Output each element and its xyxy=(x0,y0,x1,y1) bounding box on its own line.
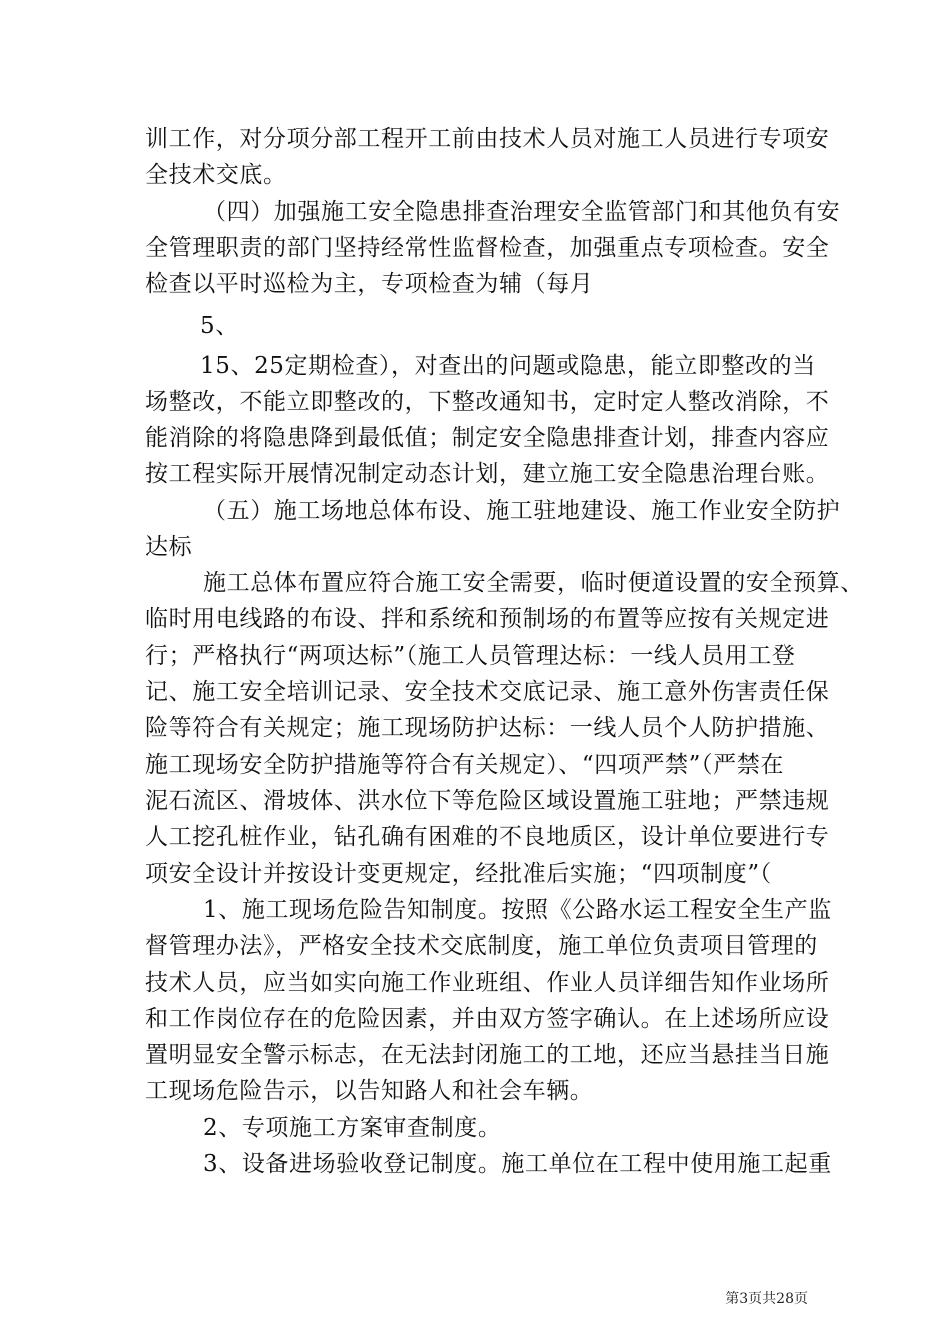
page-number: 第3页共28页 xyxy=(725,1291,808,1307)
text-line: 场整改，不能立即整改的，下整改通知书，定时定人整改消除，不 xyxy=(145,389,830,415)
text-line: （五）施工场地总体布设、施工驻地建设、施工作业安全防护 xyxy=(203,498,841,524)
text-line: 全技术交底。 xyxy=(145,162,287,188)
text-line: 按工程实际开展情况制定动态计划，建立施工安全隐患治理台账。 xyxy=(145,461,830,487)
text-line: 记、施工安全培训记录、安全技术交底记录、施工意外伤害责任保 xyxy=(145,679,830,705)
text-line: 和工作岗位存在的危险因素，并由双方签字确认。在上述场所应设 xyxy=(145,1006,830,1032)
text-line: （四）加强施工安全隐患排查治理安全监管部门和其他负有安 xyxy=(203,199,841,225)
text-line: 5、 xyxy=(200,313,239,339)
text-line: 施工现场安全防护措施等符合有关规定）、“四项严禁”（严禁在 xyxy=(145,752,784,778)
text-line: 3、设备进场验收登记制度。施工单位在工程中使用施工起重 xyxy=(203,1151,832,1177)
text-line: 施工总体布置应符合施工安全需要，临时便道设置的安全预算、 xyxy=(203,570,864,596)
text-line: 人工挖孔桩作业，钻孔确有困难的不良地质区，设计单位要进行专 xyxy=(145,824,830,850)
text-line: 置明显安全警示标志，在无法封闭施工的工地，还应当悬挂当日施 xyxy=(145,1042,830,1068)
text-line: 技术人员，应当如实向施工作业班组、作业人员详细告知作业场所 xyxy=(145,970,830,996)
text-line: 检查以平时巡检为主，专项检查为辅（每月 xyxy=(145,271,594,297)
text-line: 行；严格执行“两项达标”（施工人员管理达标：一线人员用工登 xyxy=(145,643,796,669)
text-line: 2、专项施工方案审查制度。 xyxy=(203,1115,502,1141)
text-line: 15、25定期检查），对查出的问题或隐患，能立即整改的当 xyxy=(200,353,816,379)
text-line: 督管理办法》，严格安全技术交底制度，施工单位负责项目管理的 xyxy=(145,933,818,959)
text-line: 能消除的将隐患降到最低值；制定安全隐患排查计划，排查内容应 xyxy=(145,425,830,451)
text-line: 项安全设计并按设计变更规定，经批准后实施；“四项制度”（ xyxy=(145,861,772,887)
text-line: 1、施工现场危险告知制度。按照《公路水运工程安全生产监 xyxy=(203,897,832,923)
text-line: 临时用电线路的布设、拌和系统和预制场的布置等应按有关规定进 xyxy=(145,606,830,632)
text-line: 工现场危险告示，以告知路人和社会车辆。 xyxy=(145,1078,594,1104)
text-line: 险等符合有关规定；施工现场防护达标：一线人员个人防护措施、 xyxy=(145,715,830,741)
text-line: 泥石流区、滑坡体、洪水位下等危险区域设置施工驻地；严禁违规 xyxy=(145,788,830,814)
text-line: 全管理职责的部门坚持经常性监督检查，加强重点专项检查。安全 xyxy=(145,235,830,261)
text-line: 训工作，对分项分部工程开工前由技术人员对施工人员进行专项安 xyxy=(145,126,830,152)
text-line: 达标 xyxy=(145,534,193,560)
